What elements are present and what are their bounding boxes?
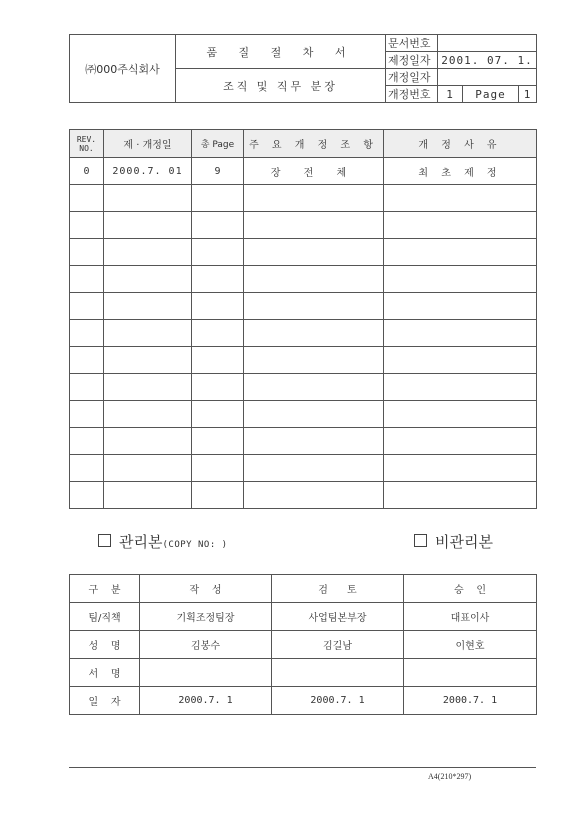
footer-divider bbox=[69, 767, 536, 768]
controlled-copy-label: 관리본 bbox=[119, 533, 163, 551]
main-clauses-cell: 장 전 체 bbox=[244, 158, 384, 185]
table-row bbox=[70, 239, 537, 266]
page-label: Page bbox=[463, 86, 519, 103]
paper-size-note: A4(210*297) bbox=[428, 772, 472, 781]
col-revision-reason: 개 정 사 유 bbox=[384, 130, 537, 158]
table-row bbox=[70, 293, 537, 320]
revised-date-value bbox=[438, 69, 537, 86]
col-total-pages: 총 Page bbox=[192, 130, 244, 158]
company-name: ㈜000주식회사 bbox=[70, 35, 176, 103]
table-row bbox=[70, 687, 537, 715]
author-date: 2000.7. 1 bbox=[140, 687, 272, 715]
approver-name: 이현호 bbox=[404, 631, 537, 659]
approver-date: 2000.7. 1 bbox=[404, 687, 537, 715]
table-row bbox=[70, 212, 537, 239]
approver-signature[interactable] bbox=[404, 659, 537, 687]
reviewer-signature[interactable] bbox=[272, 659, 404, 687]
approval-header-author: 작 성 bbox=[140, 575, 272, 603]
col-main-clauses: 주 요 개 정 조 항 bbox=[244, 130, 384, 158]
table-row bbox=[70, 603, 537, 631]
total-pages-cell: 9 bbox=[192, 158, 244, 185]
approval-header-review: 검 토 bbox=[272, 575, 404, 603]
revision-history-table bbox=[69, 129, 537, 509]
reviewer-date: 2000.7. 1 bbox=[272, 687, 404, 715]
revision-reason-cell: 최 초 제 정 bbox=[384, 158, 537, 185]
col-revision-date: 제 · 개정일 bbox=[104, 130, 192, 158]
document-header bbox=[69, 34, 537, 103]
copy-number: (COPY NO: ) bbox=[162, 540, 228, 550]
page-number: 1 bbox=[519, 86, 537, 103]
document-title: 품 질 절 차 서 bbox=[176, 35, 386, 69]
document-subtitle: 조직 및 직무 분장 bbox=[176, 69, 386, 103]
author-signature[interactable] bbox=[140, 659, 272, 687]
table-row bbox=[70, 158, 537, 185]
reviewer-title: 사업팀본부장 bbox=[272, 603, 404, 631]
approver-title: 대표이사 bbox=[404, 603, 537, 631]
reviewer-name: 김길남 bbox=[272, 631, 404, 659]
revision-number-label: 개정번호 bbox=[386, 86, 438, 103]
approval-header-approve: 승 인 bbox=[404, 575, 537, 603]
established-date-value: 2001. 07. 1. bbox=[438, 52, 537, 69]
controlled-copy-option[interactable] bbox=[98, 531, 228, 552]
table-row bbox=[70, 374, 537, 401]
table-row bbox=[70, 482, 537, 509]
table-row bbox=[70, 185, 537, 212]
doc-number-label: 문서번호 bbox=[386, 35, 438, 52]
table-row bbox=[70, 631, 537, 659]
checkbox-icon[interactable] bbox=[414, 534, 427, 547]
table-row bbox=[70, 659, 537, 687]
approval-header-category: 구 분 bbox=[70, 575, 140, 603]
approval-table bbox=[69, 574, 537, 715]
table-row bbox=[70, 455, 537, 482]
revision-date-cell: 2000.7. 01 bbox=[104, 158, 192, 185]
revision-number-value: 1 bbox=[438, 86, 463, 103]
team-title-label: 팀/직책 bbox=[70, 603, 140, 631]
author-title: 기획조정팀장 bbox=[140, 603, 272, 631]
date-label: 일 자 bbox=[70, 687, 140, 715]
uncontrolled-copy-option[interactable] bbox=[414, 531, 493, 552]
signature-label: 서 명 bbox=[70, 659, 140, 687]
established-date-label: 제정일자 bbox=[386, 52, 438, 69]
rev-no-cell: 0 bbox=[70, 158, 104, 185]
checkbox-icon[interactable] bbox=[98, 534, 111, 547]
table-row bbox=[70, 320, 537, 347]
author-name: 김봉수 bbox=[140, 631, 272, 659]
table-row bbox=[70, 266, 537, 293]
col-rev-no: REV. NO. bbox=[70, 130, 104, 158]
name-label: 성 명 bbox=[70, 631, 140, 659]
table-row bbox=[70, 428, 537, 455]
uncontrolled-copy-label: 비관리본 bbox=[435, 533, 493, 551]
table-row bbox=[70, 401, 537, 428]
revised-date-label: 개정일자 bbox=[386, 69, 438, 86]
table-row bbox=[70, 347, 537, 374]
doc-number-value bbox=[438, 35, 537, 52]
